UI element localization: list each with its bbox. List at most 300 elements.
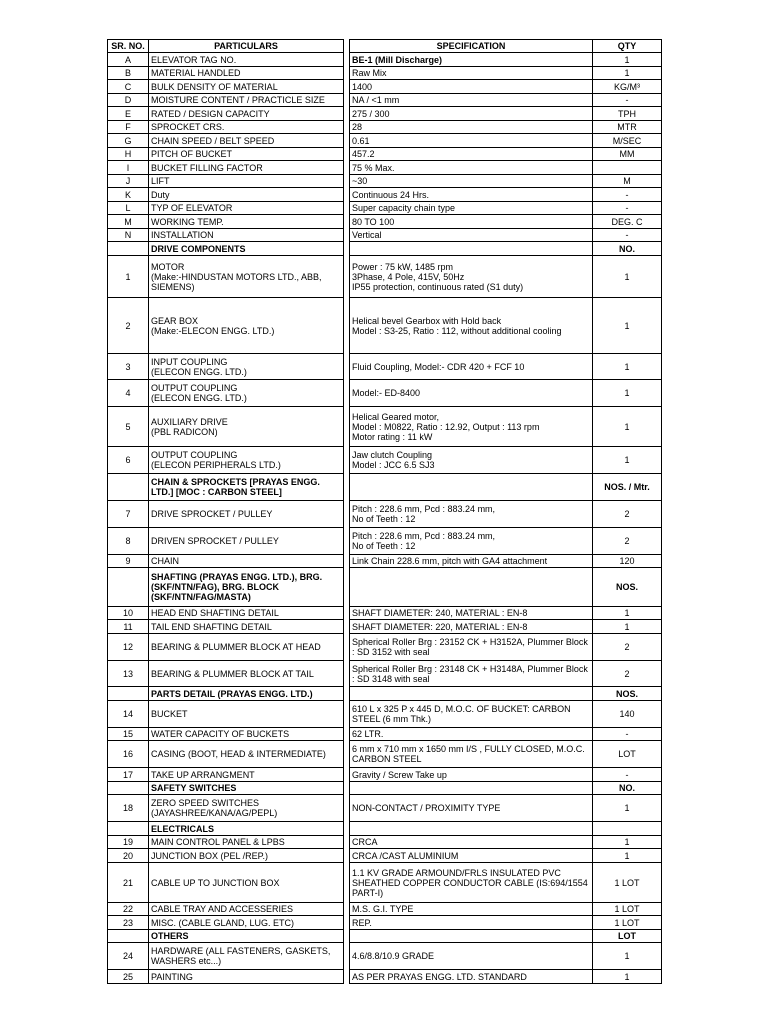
specification-cell <box>350 555 593 568</box>
qty-cell-text: NO. <box>618 243 635 254</box>
qty-cell-text: MTR <box>617 122 637 132</box>
sr-no-cell <box>108 67 149 80</box>
qty-cell <box>593 916 662 930</box>
table-row <box>108 447 662 474</box>
qty-cell <box>593 768 662 782</box>
qty-cell <box>593 528 662 555</box>
qty-cell <box>593 634 662 661</box>
qty-cell <box>593 161 662 175</box>
sr-no-cell-text: A <box>124 54 131 65</box>
particulars-cell-text: SPROCKET CRS. <box>151 122 225 132</box>
particulars-cell-text: Duty <box>151 189 170 200</box>
specification-cell <box>350 528 593 555</box>
specification-cell <box>350 474 593 501</box>
particulars-cell <box>149 202 344 215</box>
specification-cell <box>350 782 593 795</box>
specification-cell <box>350 256 593 298</box>
particulars-cell <box>149 943 344 970</box>
table-row <box>108 620 662 634</box>
sr-no-cell <box>108 903 149 916</box>
particulars-cell <box>149 148 344 161</box>
qty-cell <box>593 134 662 148</box>
table-row <box>108 148 662 161</box>
table-row <box>108 916 662 930</box>
sr-no-cell <box>108 229 149 242</box>
qty-cell <box>593 53 662 67</box>
qty-cell-text: 1 <box>624 951 630 961</box>
qty-cell <box>593 407 662 447</box>
qty-cell <box>593 701 662 728</box>
qty-cell-text: 2 <box>624 536 630 546</box>
specification-cell-text: 75 % Max. <box>352 162 395 173</box>
particulars-cell <box>149 298 344 354</box>
sr-no-cell <box>108 768 149 782</box>
specification-cell <box>350 298 593 354</box>
sr-no-cell <box>108 555 149 568</box>
particulars-cell <box>149 687 344 701</box>
particulars-cell-text: CASING (BOOT, HEAD & INTERMEDIATE) <box>151 749 326 759</box>
sr-no-cell-text: E <box>124 108 131 119</box>
sr-no-cell-text: 17 <box>122 769 133 780</box>
specification-cell <box>350 795 593 822</box>
table-row <box>108 863 662 903</box>
particulars-cell <box>149 728 344 741</box>
table-row <box>108 175 662 188</box>
qty-cell-text: 1 LOT <box>614 877 640 888</box>
sr-no-cell <box>108 215 149 229</box>
table-row <box>108 354 662 380</box>
sr-no-cell <box>108 701 149 728</box>
particulars-cell-text: BULK DENSITY OF MATERIAL <box>151 81 278 92</box>
specification-cell <box>350 202 593 215</box>
specification-cell-text: CRCA /CAST ALUMINIUM <box>352 850 459 861</box>
section-row <box>108 568 662 607</box>
sr-no-cell <box>108 53 149 67</box>
table-row <box>108 202 662 215</box>
specification-cell-text: AS PER PRAYAS ENGG. LTD. STANDARD <box>352 971 527 982</box>
sr-no-cell-text: 7 <box>125 509 131 519</box>
sr-no-cell <box>108 687 149 701</box>
specification-cell-text: 80 TO 100 <box>352 216 395 227</box>
sr-no-cell <box>108 943 149 970</box>
sr-no-cell-text: 12 <box>122 642 133 652</box>
specification-cell-text: SHAFT DIAMETER: 240, MATERIAL : EN-8 <box>352 608 528 618</box>
specification-cell-text: 1.1 KV GRADE ARMOUND/FRLS INSULATED PVC SHEATHED COPPER CONDUCTOR CABLE (IS:694/1554 PART-I) <box>352 867 588 898</box>
particulars-cell <box>149 970 344 984</box>
specification-cell-text: Helical bevel Gearbox with Hold back Model : S3-25, Ratio : 112, without additional cooling <box>352 315 562 336</box>
sr-no-cell-text: F <box>125 122 131 132</box>
qty-cell-text: M/SEC <box>612 135 642 146</box>
qty-cell <box>593 782 662 795</box>
qty-cell-text: MM <box>619 149 635 159</box>
qty-cell-text: 1 <box>624 971 630 982</box>
header-sr-no: SR. NO. <box>108 40 149 53</box>
sr-no-cell-text: 6 <box>125 455 131 465</box>
table-row <box>108 407 662 447</box>
sr-no-cell <box>108 188 149 202</box>
specification-cell <box>350 148 593 161</box>
qty-cell <box>593 202 662 215</box>
sr-no-cell-text: 11 <box>123 621 133 632</box>
particulars-cell-text: INPUT COUPLING (ELECON ENGG. LTD.) <box>151 356 247 377</box>
table-row <box>108 501 662 528</box>
specification-cell <box>350 380 593 407</box>
particulars-cell-text: HARDWARE (ALL FASTENERS, GASKETS, WASHERS etc...) <box>151 946 331 966</box>
qty-cell-text: NO. <box>618 783 635 793</box>
particulars-cell-text: MOTOR (Make:-HINDUSTAN MOTORS LTD., ABB, SIEMENS) <box>151 261 322 292</box>
qty-cell <box>593 474 662 501</box>
header-row <box>108 40 662 53</box>
particulars-cell <box>149 256 344 298</box>
specification-cell-text: ~30 <box>352 176 368 186</box>
table-row <box>108 53 662 67</box>
table-row <box>108 256 662 298</box>
qty-cell-text: 1 <box>624 68 630 78</box>
sr-no-cell-text: 13 <box>122 668 133 679</box>
qty-cell <box>593 354 662 380</box>
qty-cell-text: 140 <box>619 709 635 719</box>
particulars-cell <box>149 161 344 175</box>
specification-cell-text: Continuous 24 Hrs. <box>352 189 430 200</box>
particulars-cell-text: INSTALLATION <box>151 230 214 240</box>
specification-cell <box>350 229 593 242</box>
specification-cell-text: NON-CONTACT / PROXIMITY TYPE <box>352 803 501 813</box>
qty-cell <box>593 970 662 984</box>
specification-cell <box>350 903 593 916</box>
particulars-cell <box>149 768 344 782</box>
particulars-cell <box>149 849 344 863</box>
particulars-cell-text: OUTPUT COUPLING (ELECON ENGG. LTD.) <box>151 383 247 403</box>
qty-cell-text: KG/M³ <box>614 81 640 92</box>
specification-cell <box>350 242 593 256</box>
specification-cell <box>350 161 593 175</box>
particulars-cell-text: AUXILIARY DRIVE (PBL RADICON) <box>151 416 228 437</box>
qty-cell-text: 1 <box>624 361 630 372</box>
qty-cell-text: 1 <box>624 455 630 465</box>
header-specification: SPECIFICATION <box>350 40 593 53</box>
particulars-cell <box>149 80 344 94</box>
sr-no-cell <box>108 634 149 661</box>
qty-cell-text: 2 <box>624 509 630 519</box>
particulars-cell <box>149 447 344 474</box>
table-row <box>108 229 662 242</box>
sr-no-cell <box>108 930 149 943</box>
qty-cell-text: 1 <box>624 850 630 861</box>
specification-cell-text: REP. <box>352 917 372 928</box>
particulars-cell-text: WORKING TEMP. <box>151 216 224 227</box>
specification-cell-text: 1400 <box>352 81 373 92</box>
sr-no-cell <box>108 661 149 687</box>
particulars-cell-text: BUCKET FILLING FACTOR <box>151 162 263 173</box>
specification-cell <box>350 354 593 380</box>
specification-cell <box>350 661 593 687</box>
table-row <box>108 849 662 863</box>
qty-cell-text: 1 <box>624 803 630 813</box>
particulars-cell <box>149 53 344 67</box>
particulars-cell-text: JUNCTION BOX (PEL /REP.) <box>151 850 269 861</box>
sr-no-cell <box>108 121 149 134</box>
header-qty: QTY <box>593 40 662 53</box>
specification-cell-text: NA / <1 mm <box>352 95 400 105</box>
qty-cell-text: NOS. <box>615 688 638 699</box>
particulars-cell <box>149 741 344 768</box>
sr-no-cell <box>108 970 149 984</box>
specification-cell-text: CRCA <box>352 837 378 847</box>
sr-no-cell <box>108 256 149 298</box>
sr-no-cell <box>108 380 149 407</box>
specification-cell <box>350 407 593 447</box>
qty-cell-text: TPH <box>618 108 636 119</box>
sr-no-cell <box>108 728 149 741</box>
specification-cell <box>350 930 593 943</box>
sr-no-cell <box>108 501 149 528</box>
qty-cell-text: - <box>625 729 629 739</box>
particulars-cell <box>149 94 344 107</box>
table-row <box>108 67 662 80</box>
table-row <box>108 741 662 768</box>
sr-no-cell <box>108 863 149 903</box>
specification-cell-text: Power : 75 kW, 1485 rpm 3Phase, 4 Pole, 415V, 50Hz IP55 protection, continuous rated (S1 duty) <box>352 261 524 292</box>
specification-cell <box>350 822 593 836</box>
qty-cell <box>593 741 662 768</box>
table-row <box>108 298 662 354</box>
particulars-cell-text: TAIL END SHAFTING DETAIL <box>151 621 272 632</box>
specification-cell <box>350 836 593 849</box>
qty-cell <box>593 607 662 620</box>
particulars-cell <box>149 121 344 134</box>
sr-no-cell-text: H <box>124 149 132 159</box>
specification-cell-text: Helical Geared motor, Model : M0822, Ratio : 12.92, Output : 113 rpm Motor rating : 11 kW <box>352 411 540 442</box>
section-row <box>108 687 662 701</box>
qty-cell <box>593 620 662 634</box>
table-row <box>108 215 662 229</box>
specification-cell <box>350 121 593 134</box>
qty-cell <box>593 849 662 863</box>
table-row <box>108 795 662 822</box>
table-row <box>108 701 662 728</box>
particulars-cell-text: DRIVE SPROCKET / PULLEY <box>151 509 273 519</box>
particulars-cell-text: BEARING & PLUMMER BLOCK AT TAIL <box>151 668 314 679</box>
particulars-cell <box>149 501 344 528</box>
qty-cell <box>593 80 662 94</box>
sr-no-cell-text: 1 <box>125 271 131 282</box>
section-row <box>108 822 662 836</box>
qty-cell <box>593 501 662 528</box>
qty-cell <box>593 943 662 970</box>
specification-cell-text: Pitch : 228.6 mm, Pcd : 883.24 mm, No of Teeth : 12 <box>352 531 496 551</box>
sr-no-cell-text: D <box>124 95 132 105</box>
particulars-cell <box>149 822 344 836</box>
table-row <box>108 768 662 782</box>
section-row <box>108 782 662 795</box>
qty-cell-text: - <box>625 95 629 105</box>
table-row <box>108 836 662 849</box>
sr-no-cell <box>108 148 149 161</box>
sr-no-cell-text: 10 <box>122 608 133 618</box>
particulars-cell-text: RATED / DESIGN CAPACITY <box>151 108 270 119</box>
qty-cell <box>593 107 662 121</box>
particulars-cell-text: BUCKET <box>151 709 188 719</box>
sr-no-cell-text: M <box>124 216 132 227</box>
specification-cell-text: Raw Mix <box>352 68 387 78</box>
particulars-cell <box>149 528 344 555</box>
specification-cell-text: 62 LTR. <box>352 729 384 739</box>
particulars-cell <box>149 474 344 501</box>
sr-no-cell <box>108 354 149 380</box>
sr-no-cell-text: C <box>124 81 132 92</box>
sr-no-cell <box>108 822 149 836</box>
sr-no-cell <box>108 741 149 768</box>
sr-no-cell-text: K <box>124 189 131 200</box>
table-row <box>108 107 662 121</box>
particulars-cell-text: TYP OF ELEVATOR <box>151 203 233 213</box>
specification-cell <box>350 701 593 728</box>
specification-cell <box>350 188 593 202</box>
section-row <box>108 930 662 943</box>
specification-cell <box>350 634 593 661</box>
specification-cell <box>350 768 593 782</box>
particulars-cell <box>149 354 344 380</box>
specification-cell <box>350 687 593 701</box>
qty-cell <box>593 930 662 943</box>
sr-no-cell-text: 25 <box>122 971 133 982</box>
particulars-cell-text: ZERO SPEED SWITCHES (JAYASHREE/KANA/AG/PEPL) <box>151 798 278 818</box>
specification-cell-text: 457.2 <box>352 149 375 159</box>
qty-cell <box>593 903 662 916</box>
table-row <box>108 970 662 984</box>
specification-cell-text: Spherical Roller Brg : 23152 CK + H3152A, Plummer Block : SD 3152 with seal <box>352 637 588 657</box>
table-row <box>108 80 662 94</box>
specification-cell <box>350 215 593 229</box>
qty-cell <box>593 215 662 229</box>
specification-cell <box>350 134 593 148</box>
qty-cell <box>593 687 662 701</box>
qty-cell-text: 120 <box>619 556 635 566</box>
table-row <box>108 607 662 620</box>
particulars-cell <box>149 836 344 849</box>
particulars-cell-text: MOISTURE CONTENT / PRACTICLE SIZE <box>151 95 325 105</box>
particulars-cell-text: ELEVATOR TAG NO. <box>151 54 237 65</box>
particulars-cell <box>149 229 344 242</box>
sr-no-cell <box>108 916 149 930</box>
particulars-cell-text: LIFT <box>151 176 170 186</box>
specification-cell-text: Fluid Coupling, Model:- CDR 420 + FCF 10 <box>352 361 525 372</box>
particulars-cell <box>149 215 344 229</box>
qty-cell <box>593 661 662 687</box>
qty-cell-text: 1 LOT <box>614 917 640 928</box>
qty-cell <box>593 298 662 354</box>
table-row <box>108 661 662 687</box>
header-particulars: PARTICULARS <box>149 40 344 53</box>
particulars-cell <box>149 67 344 80</box>
particulars-cell <box>149 620 344 634</box>
particulars-cell-text: DRIVEN SPROCKET / PULLEY <box>151 536 279 546</box>
table-row <box>108 634 662 661</box>
sr-no-cell-text: 20 <box>122 850 133 861</box>
specification-cell <box>350 916 593 930</box>
qty-cell <box>593 148 662 161</box>
particulars-cell <box>149 863 344 903</box>
specification-cell <box>350 568 593 607</box>
qty-cell-text: 2 <box>624 668 630 679</box>
qty-cell-text: 1 <box>624 320 630 331</box>
specification-cell <box>350 53 593 67</box>
qty-cell <box>593 242 662 256</box>
qty-cell-text: 1 <box>624 837 630 847</box>
specification-cell-text: BE-1 (Mill Discharge) <box>352 54 443 65</box>
particulars-cell <box>149 175 344 188</box>
qty-cell-text: 1 <box>624 388 630 398</box>
particulars-cell-text: WATER CAPACITY OF BUCKETS <box>151 729 290 739</box>
sr-no-cell <box>108 161 149 175</box>
qty-cell <box>593 836 662 849</box>
qty-cell-text: 1 <box>624 271 630 282</box>
qty-cell <box>593 380 662 407</box>
specification-cell <box>350 107 593 121</box>
particulars-cell-text: CABLE TRAY AND ACCESSERIES <box>151 904 294 914</box>
qty-cell-text: DEG. C <box>611 216 643 227</box>
qty-cell <box>593 67 662 80</box>
particulars-cell <box>149 107 344 121</box>
specification-cell-text: 28 <box>352 122 363 132</box>
particulars-cell <box>149 188 344 202</box>
qty-cell-text: 2 <box>624 642 630 652</box>
sr-no-cell-text: L <box>125 203 131 213</box>
table-row <box>108 121 662 134</box>
sr-no-cell <box>108 107 149 121</box>
specification-cell <box>350 943 593 970</box>
qty-cell-text: NOS. <box>615 582 638 592</box>
sr-no-cell-text: 24 <box>122 951 133 961</box>
sr-no-cell <box>108 407 149 447</box>
specification-cell-text: Jaw clutch Coupling Model : JCC 6.5 SJ3 <box>352 450 435 470</box>
particulars-cell-text: TAKE UP ARRANGMENT <box>151 769 255 780</box>
table-row <box>108 380 662 407</box>
sr-no-cell-text: J <box>125 176 131 186</box>
sr-no-cell <box>108 202 149 215</box>
specification-cell <box>350 94 593 107</box>
specification-cell-text: Pitch : 228.6 mm, Pcd : 883.24 mm, No of Teeth : 12 <box>352 504 496 524</box>
qty-cell-text: - <box>625 230 629 240</box>
table-row <box>108 188 662 202</box>
qty-cell <box>593 175 662 188</box>
sr-no-cell <box>108 242 149 256</box>
qty-cell <box>593 447 662 474</box>
specification-cell <box>350 67 593 80</box>
qty-cell-text: - <box>625 189 629 200</box>
particulars-cell <box>149 930 344 943</box>
qty-cell <box>593 863 662 903</box>
sr-no-cell-text: 21 <box>122 877 133 888</box>
particulars-cell <box>149 701 344 728</box>
sr-no-cell-text: 5 <box>125 421 131 432</box>
specification-cell <box>350 620 593 634</box>
specification-cell-text: Gravity / Screw Take up <box>352 769 447 780</box>
specification-cell <box>350 849 593 863</box>
sr-no-cell-text: 8 <box>125 536 131 546</box>
particulars-cell <box>149 903 344 916</box>
sr-no-cell <box>108 568 149 607</box>
particulars-cell <box>149 607 344 620</box>
specification-cell <box>350 863 593 903</box>
particulars-cell-text: DRIVE COMPONENTS <box>151 243 246 254</box>
table-row <box>108 903 662 916</box>
qty-cell-text: M <box>623 176 631 186</box>
qty-cell <box>593 728 662 741</box>
sr-no-cell-text: 14 <box>122 709 133 719</box>
specification-cell-text: M.S. G.I. TYPE <box>352 904 414 914</box>
particulars-cell <box>149 795 344 822</box>
